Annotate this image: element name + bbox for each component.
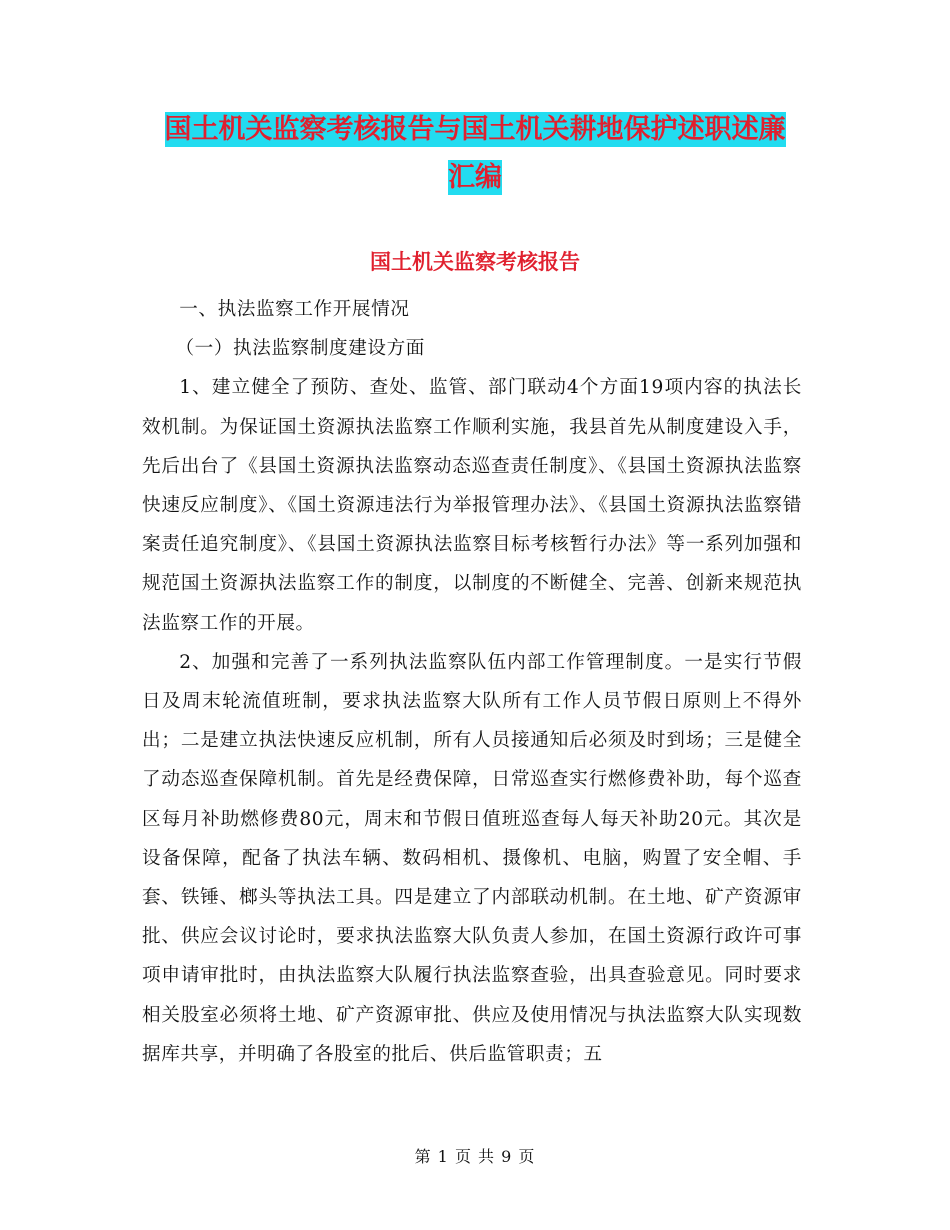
section-title: 国土机关监察考核报告 — [370, 250, 580, 274]
document-body — [142, 290, 802, 1074]
heading-level-2: （一）执法监察制度建设方面 — [175, 338, 425, 360]
title-line-1: 国土机关监察考核报告与国土机关耕地保护述职述廉 — [164, 114, 786, 145]
paragraph-1: 1、建立健全了预防、查处、监管、部门联动4个方面19项内容的执法长效机制。为保证国土资源执法监察工作顺利实施，我县首先从制度建设入手，先后出台了《县国土资源执法监察动态巡查责任制度》、《县国土资源执法监察快速反应制度》、《国土资源违法行为举报管理办法》、《县国土资源执法监察错案责任追究制度》、《县国土资源执法监察目标考核暂行办法》等一系列加强和规范国土资源执法监察工作的制度，以制度的不断健全、完善、创新来规范执法监察工作的开展。 — [142, 377, 802, 634]
title-line-2: 汇编 — [448, 162, 502, 193]
heading-level-1: 一、执法监察工作开展情况 — [179, 299, 410, 320]
paragraph-2: 2、加强和完善了一系列执法监察队伍内部工作管理制度。一是实行节假日及周末轮流值班制，要求执法监察大队所有工作人员节假日原则上不得外出；二是建立执法快速反应机制，所有人员接通知后必须及时到场；三是健全了动态巡查保障机制。首先是经费保障，日常巡查实行燃修费补助，每个巡查区每月补助燃修费80元，周末和节假日值班巡查每人每天补助20元。其次是设备保障，配备了执法车辆、数码相机、摄像机、电脑，购置了安全帽、手套、铁锤、榔头等执法工具。四是建立了内部联动机制。在土地、矿产资源审批、供应会议讨论时，要求执法监察大队负责人参加，在国土资源行政许可事项申请审批时，由执法监察大队履行执法监察查验，出具查验意见。同时要求相关股室必须将土地、矿产资源审批、供应及使用情况与执法监察大队实现数据库共享，并明确了各股室的批后、供后监管职责；五 — [142, 651, 802, 1065]
page-footer: 第 1 页 共 9 页 — [414, 1147, 536, 1166]
document-title — [0, 106, 950, 202]
